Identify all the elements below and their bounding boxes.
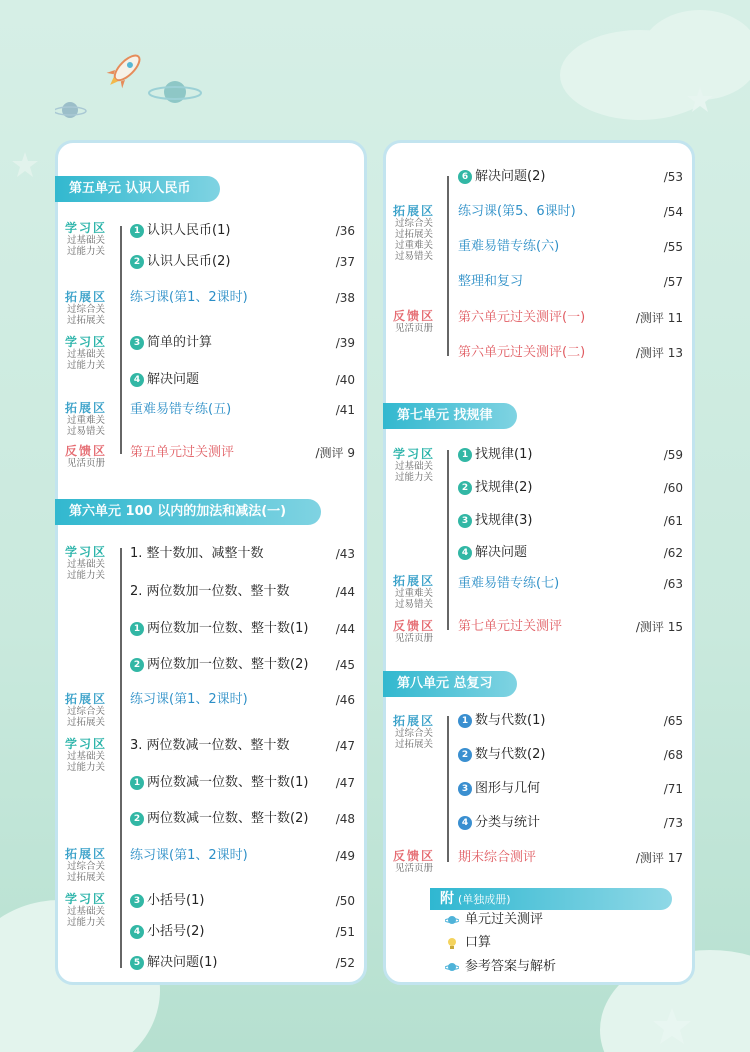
zone-feedback: 反馈区 见活页册 (392, 619, 435, 644)
number-badge: 2 (458, 481, 472, 495)
timeline-line (447, 716, 449, 862)
unit-banner-8: 第八单元 总复习 (383, 671, 517, 697)
timeline-line (120, 548, 122, 968)
zone-learn: 学习区 过基础关 过能力关 (64, 221, 107, 257)
toc-entry[interactable]: 重难易错专练(五) /41 (130, 402, 355, 417)
number-badge: 3 (130, 894, 144, 908)
number-badge: 1 (130, 622, 144, 636)
toc-entry[interactable]: 2 两位数加一位数、整十数(2) /45 (130, 655, 355, 675)
appendix-item[interactable]: 口算 (445, 933, 491, 953)
number-badge: 4 (130, 373, 144, 387)
number-badge: 3 (458, 514, 472, 528)
toc-entry[interactable]: 1 数与代数(1) /65 (458, 711, 683, 731)
toc-entry[interactable]: 4 分类与统计 /73 (458, 813, 683, 833)
toc-entry[interactable]: 1. 整十数加、减整十数 /43 (130, 546, 355, 561)
number-badge: 2 (130, 812, 144, 826)
lightbulb-icon (445, 936, 459, 950)
zone-expand: 拓展区 过综合关 过拓展关 (64, 692, 107, 728)
toc-entry[interactable]: 3 找规律(3) /61 (458, 511, 683, 531)
toc-entry[interactable]: 第六单元过关测评(一) /测评 11 (458, 310, 683, 325)
toc-entry[interactable]: 2 两位数减一位数、整十数(2) /48 (130, 809, 355, 829)
number-badge: 4 (458, 816, 472, 830)
number-badge: 3 (458, 782, 472, 796)
toc-entry[interactable]: 5 解决问题(1) /52 (130, 953, 355, 973)
number-badge: 6 (458, 170, 472, 184)
zone-expand: 拓展区 过重难关 过易错关 (392, 574, 435, 610)
toc-entry[interactable]: 练习课(第1、2课时) /38 (130, 290, 355, 305)
zone-feedback: 反馈区 见活页册 (392, 849, 435, 874)
toc-entry[interactable]: 1 认识人民币(1) /36 (130, 221, 355, 241)
number-badge: 1 (458, 448, 472, 462)
number-badge: 2 (130, 255, 144, 269)
number-badge: 3 (130, 336, 144, 350)
star-icon (650, 1005, 694, 1049)
zone-learn: 学习区 过基础关 过能力关 (64, 545, 107, 581)
toc-entry[interactable]: 整理和复习 /57 (458, 274, 683, 289)
number-badge: 4 (458, 546, 472, 560)
number-badge: 4 (130, 925, 144, 939)
zone-feedback: 反馈区 见活页册 (392, 309, 435, 334)
zone-expand: 拓展区 过综合关 过拓展关 (64, 847, 107, 883)
zone-learn: 学习区 过基础关 过能力关 (64, 737, 107, 773)
timeline-line (447, 176, 449, 356)
timeline-line (447, 450, 449, 630)
toc-entry[interactable]: 第六单元过关测评(二) /测评 13 (458, 345, 683, 360)
toc-entry[interactable]: 第五单元过关测评 /测评 9 (130, 445, 355, 460)
toc-entry[interactable]: 4 小括号(2) /51 (130, 922, 355, 942)
toc-entry[interactable]: 2. 两位数加一位数、整十数 /44 (130, 584, 355, 599)
toc-entry[interactable]: 2 认识人民币(2) /37 (130, 252, 355, 272)
toc-entry[interactable]: 3 简单的计算 /39 (130, 333, 355, 353)
timeline-line (120, 226, 122, 454)
number-badge: 1 (130, 224, 144, 238)
rocket-icon (100, 45, 150, 95)
planet-icon (445, 960, 459, 974)
number-badge: 1 (130, 776, 144, 790)
zone-expand: 拓展区 过重难关 过易错关 (64, 401, 107, 437)
toc-entry[interactable]: 练习课(第1、2课时) /46 (130, 692, 355, 707)
toc-entry[interactable]: 3 小括号(1) /50 (130, 891, 355, 911)
planet-icon (445, 913, 459, 927)
toc-entry[interactable]: 3. 两位数减一位数、整十数 /47 (130, 738, 355, 753)
toc-entry[interactable]: 4 解决问题 /40 (130, 370, 355, 390)
toc-entry[interactable]: 第七单元过关测评 /测评 15 (458, 619, 683, 634)
planet-icon (55, 95, 95, 125)
zone-learn: 学习区 过基础关 过能力关 (64, 335, 107, 371)
star-icon (685, 85, 715, 115)
zone-learn: 学习区 过基础关 过能力关 (64, 892, 107, 928)
appendix-banner: 附 (单独成册) (430, 888, 672, 910)
toc-entry[interactable]: 4 解决问题 /62 (458, 543, 683, 563)
unit-banner-5: 第五单元 认识人民币 (55, 176, 220, 202)
zone-learn: 学习区 过基础关 过能力关 (392, 447, 435, 483)
unit-banner-6: 第六单元 100 以内的加法和减法(一) (55, 499, 321, 525)
toc-entry[interactable]: 2 数与代数(2) /68 (458, 745, 683, 765)
toc-entry[interactable]: 1 找规律(1) /59 (458, 445, 683, 465)
zone-feedback: 反馈区 见活页册 (64, 444, 107, 469)
number-badge: 2 (458, 748, 472, 762)
number-badge: 2 (130, 658, 144, 672)
toc-entry[interactable]: 3 图形与几何 /71 (458, 779, 683, 799)
star-icon (10, 150, 40, 180)
toc-entry[interactable]: 练习课(第1、2课时) /49 (130, 848, 355, 863)
appendix-item[interactable]: 单元过关测评 (445, 910, 543, 930)
zone-expand: 拓展区 过综合关 过拓展关 (64, 290, 107, 326)
toc-entry[interactable]: 2 找规律(2) /60 (458, 478, 683, 498)
toc-entry[interactable]: 1 两位数减一位数、整十数(1) /47 (130, 773, 355, 793)
toc-entry[interactable]: 练习课(第5、6课时) /54 (458, 204, 683, 219)
toc-entry[interactable]: 重难易错专练(七) /63 (458, 576, 683, 591)
appendix-item[interactable]: 参考答案与解析 (445, 957, 556, 977)
unit-banner-7: 第七单元 找规律 (383, 403, 517, 429)
planet-icon (145, 72, 215, 112)
zone-expand: 拓展区 过综合关 过拓展关 (392, 714, 435, 750)
number-badge: 5 (130, 956, 144, 970)
number-badge: 1 (458, 714, 472, 728)
toc-entry[interactable]: 期末综合测评 /测评 17 (458, 850, 683, 865)
toc-entry[interactable]: 6 解决问题(2) /53 (458, 167, 683, 187)
toc-entry[interactable]: 重难易错专练(六) /55 (458, 239, 683, 254)
toc-entry[interactable]: 1 两位数加一位数、整十数(1) /44 (130, 619, 355, 639)
zone-expand: 拓展区 过综合关 过拓展关 过重难关 过易错关 (392, 204, 435, 262)
